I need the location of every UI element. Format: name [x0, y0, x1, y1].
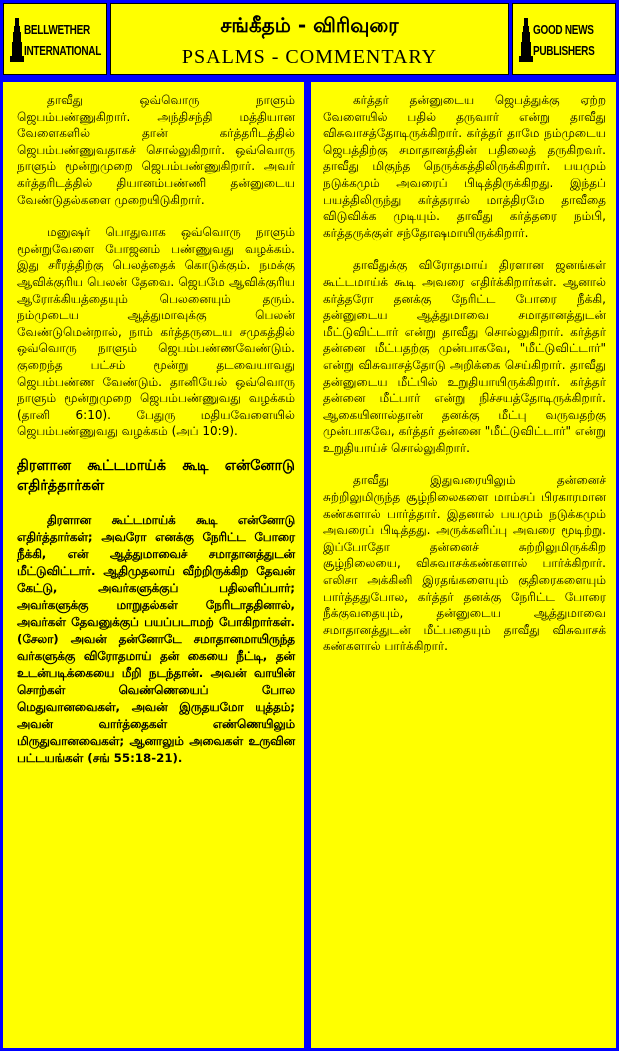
right-column [311, 82, 616, 1048]
bell-tower-icon [10, 16, 24, 64]
left-column [3, 82, 304, 1048]
scripture-quote: திரளான கூட்டமாய்க் கூடி என்னோடு எதிர்த்தார்கள்; அவரோ எனக்கு நேரிட்ட போரை நீக்கி, என் ஆத்துமாவைச் சமாதானத்துடன் மீட்டுவிட்டார். ஆதிமுதலாய் வீற்றிருக்கிற தேவன் கேட்டு, அவர்களுக்குப் பதிலளிப்பார்; அவர்களுக்கு மாறுதல்கள் நேரிடாததினால், அவர்கள் தேவனுக்குப் பயப்படாமற் போகிறார்கள். (சேலா) அவன் தன்னோடே சமாதானமாயிருந்த வர்களுக்கு விரோதமாய் தன் கையை நீட்டி, தன் உடன்படிக்கையை மீறி நடந்தான். அவன் வாயின் சொற்கள் வெண்ணெயைப் போல மெதுவானவைகள், அவன் இருதயமோ யுத்தம்; அவன் வார்த்தைகள் எண்ணெயிலும் மிருதுவானவைகள்; ஆனாலும் அவைகள் உருவின பட்டயங்கள் (சங் 55:18-21). [17, 512, 295, 765]
good-news-logo [512, 3, 616, 75]
title-tamil: சங்கீதம் - விரிவுரை [220, 13, 399, 37]
header-title [110, 3, 509, 75]
section-heading: திரளான கூட்டமாய்க் கூடி என்னோடு எதிர்த்தார்கள் [17, 457, 295, 494]
right-paragraph-1: கர்த்தர் தன்னுடைய ஜெபத்துக்கு ஏற்ற வேளையில் பதில் தருவார் என்று தாவீது விசுவாசத்தோடிருக்கிறார். கர்த்தர் தாமே நம்முடைய ஜெபத்திற்கு சமாதானத்தின் பதிலைத் தருகிறவர். தாவீது மிகுந்த நெருக்கத்திலிருக்கிறார். பயமும் நடுக்கமும் அவரைப் பிடித்திருக்கிறது. இந்தப் பயத்திலிருந்து கர்த்தரால் மாத்திரமே தாவீதை விடுவிக்க முடியும். தாவீது கர்த்தரை நம்பி, கர்த்தருக்குள் சந்தோஷமாயிருக்கிறார். [323, 93, 606, 240]
right-paragraph-3: தாவீது இதுவரையிலும் தன்னைச் சுற்றிலுமிருந்த சூழ்நிலைகளை மாம்சப் பிரகாரமான கண்களால் பார்த்தார். இதனால் பயமும் நடுக்கமும் அவரைப் பிடித்தது. அருக்களிப்பு அவரை மூடிற்று. இப்போதோ தன்னைச் சுற்றிலுமிருக்கிற சூழ்நிலையை, விசுவாசக்கண்களால் பார்க்கிறார். எலிசா அக்கினி இரதங்களையும் குதிரைகளையும் பார்த்ததுபோல, கர்த்தர் தனக்கு நேரிட்ட போரை நீக்குவதையும், தன்னுடைய ஆத்துமாவை சமாதானத்துடன் மீட்பதையும் தாவீது விசுவாசக் கண்களால் பார்க்கிறார். [323, 473, 606, 654]
logo-left-text: BELLWETHER INTERNATIONAL [24, 23, 102, 59]
left-paragraph-2: மனுஷர் பொதுவாக ஒவ்வொரு நாளும் மூன்றுவேளை போஜனம் பண்ணுவது வழக்கம். இது சரீரத்திற்கு பெலத்தைக் கொடுக்கும். நமக்கு ஆவிக்குரிய பெலன் தேவை. ஜெபமே ஆவிக்குரிய ஆரோக்கியத்தையும் பெலனையும் தரும். நம்முடைய ஆத்துமாவுக்கு பெலன் வேண்டுமென்றால், நாம் கர்த்தருடைய சமுகத்தில் ஒவ்வொரு நாளும் ஜெபம்பண்ணவேண்டும். குறைந்த பட்சம் மூன்று தடவையாவது ஜெபம்பண்ண வேண்டும். தானியேல் ஒவ்வொரு நாளும் மூன்றுமுறை ஜெபம்பண்ணுவது வழக்கம் (தானி 6:10). பேதுரு மதியவேளையில் ஜெபம்பண்ணுவது வழக்கம் (அப் 10:9). [17, 225, 295, 439]
bellwether-logo [3, 3, 107, 75]
left-paragraph-1: தாவீது ஒவ்வொரு நாளும் ஜெபம்பண்ணுகிறார். அந்திசந்தி மத்தியான வேளைகளில் தான் கர்த்தரிடத்தில் ஜெபம்பண்ணுவதாகச் சொல்லுகிறார். ஒவ்வொரு நாளும் மூன்றுமுறை ஜெபம்பண்ணுகிறார். அவர் கர்த்தரிடத்தில் தியானம்பண்ணி தன்னுடைய வேண்டுதல்களை முறையிடுகிறார். [17, 93, 295, 207]
title-english: PSALMS - COMMENTARY [181, 46, 438, 68]
right-paragraph-2: தாவீதுக்கு விரோதமாய் திரளான ஜனங்கள் கூட்டமாய்க் கூடி அவரை எதிர்க்கிறார்கள். ஆனால் கர்த்தரோ தனக்கு நேரிட்ட போரை நீக்கி, தன்னுடைய ஆத்துமாவை சமாதானத்துடன் மீட்டுவிட்டார் என்று தாவீது சொல்லுகிறார். கர்த்தர் தன்னை மீட்பதற்கு முன்பாகவே, "மீட்டுவிட்டார்" என்று விசுவாசத்தோடு அறிக்கை செய்கிறார். தாவீது தன்னுடைய மீட்பில் உறுதியாயிருக்கிறார். கர்த்தர் தன்னை மீட்பார் என்று நிச்சயத்தோடிருக்கிறார். ஆகையினால்தான் தனக்கு மீட்பு வருவதற்கு முன்பாகவே, கர்த்தர் தன்னை "மீட்டுவிட்டார்" என்று உறுதியாய்ச் சொல்லுகிறார். [323, 258, 606, 455]
logo-right-text: GOOD NEWS PUBLISHERS [533, 23, 595, 59]
bell-tower-icon [519, 16, 533, 64]
